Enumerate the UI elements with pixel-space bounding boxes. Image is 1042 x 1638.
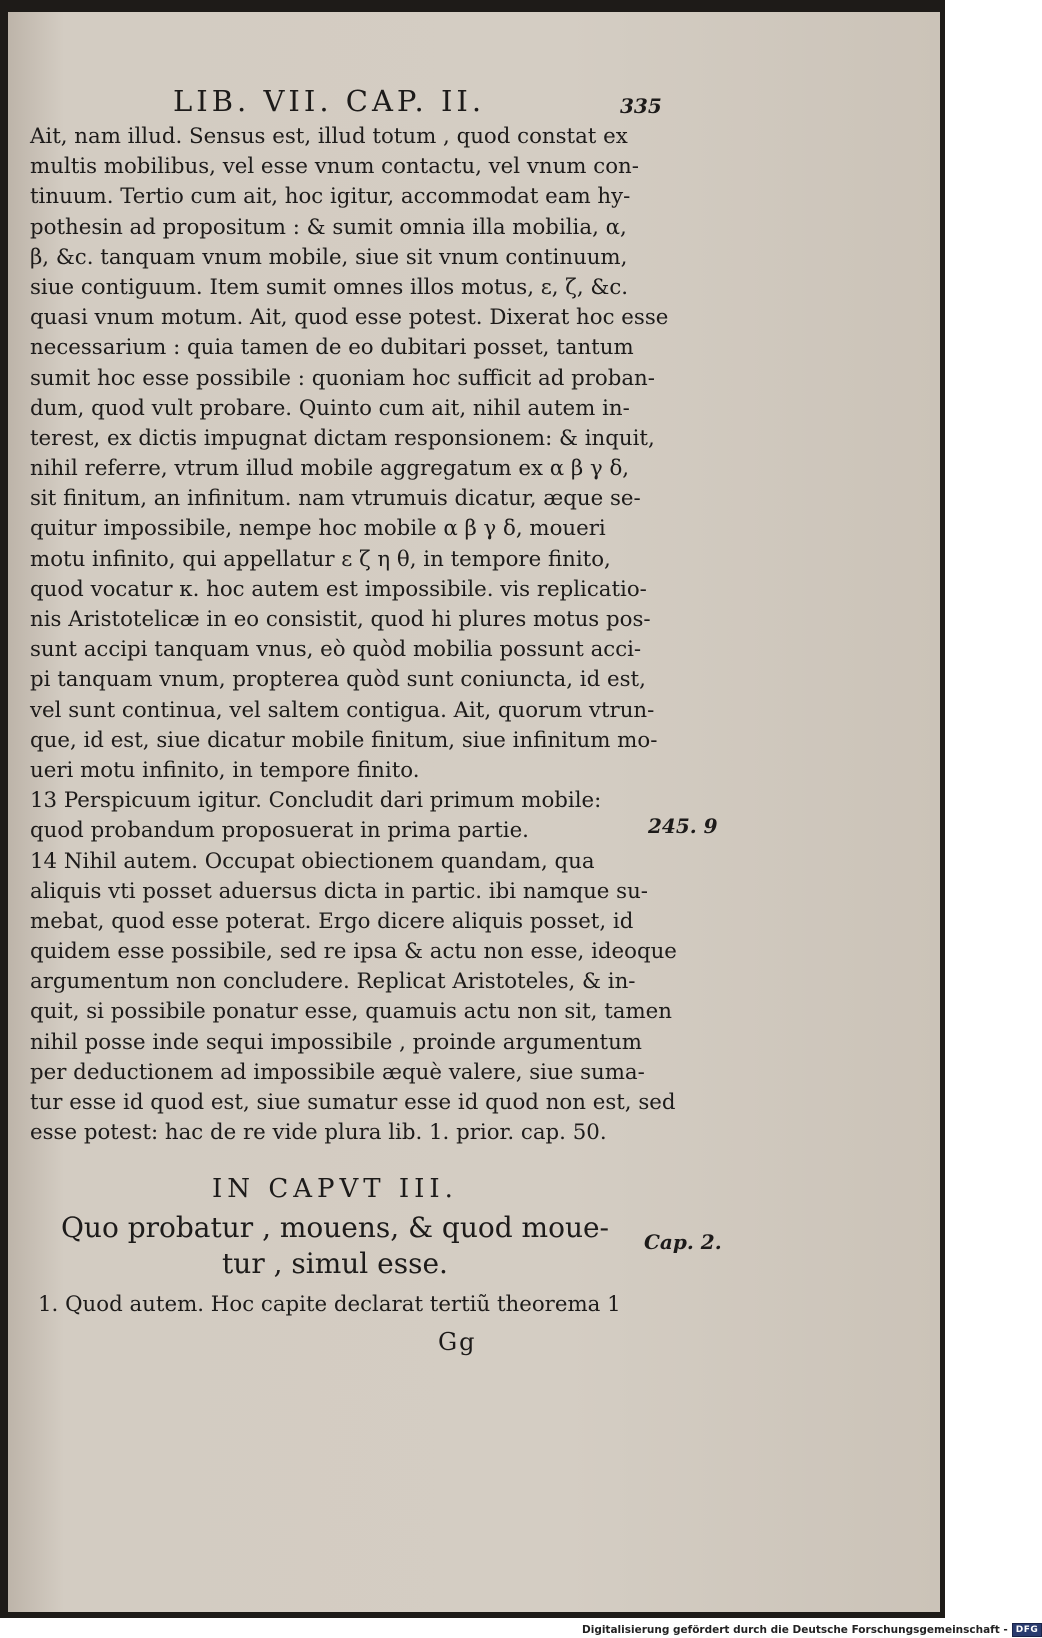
text-line: sumit hoc esse possibile : quoniam hoc sufficit ad proban- [30,365,655,391]
book-page [8,12,940,1612]
text-line: esse potest: hac de re vide plura lib. 1. prior. cap. 50. [30,1120,607,1146]
chapter-subtitle [30,1210,640,1282]
text-line: necessarium : quia tamen de eo dubitari posset, tantum [30,335,634,361]
text-line: vel sunt continua, vel saltem contigua. Ait, quorum vtrun- [30,697,655,723]
footer-text: Digitalisierung gefördert durch die Deutsche Forschungsgemeinschaft - [582,1623,1008,1636]
folio-number: 335 [620,94,662,118]
text-line: tur esse id quod est, siue sumatur esse id quod non est, sed [30,1090,676,1115]
text-line: multis mobilibus, vel esse vnum contactu, vel vnum con- [30,154,639,180]
text-line: quod vocatur κ. hoc autem est impossibile. vis replicatio- [30,576,647,602]
chapter-title: IN CAPVT III. [212,1174,458,1204]
text-line: sunt accipi tanquam vnus, eò quòd mobilia possunt acci- [30,637,642,663]
margin-note-ref: 245. 9 [648,814,718,838]
margin-note-cap: Cap. 2. [644,1230,722,1254]
text-line: Ait, nam illud. Sensus est, illud totum , quod constat ex [30,124,628,149]
chapter-subtitle-line-1: Quo probatur , mouens, & quod moue- [60,1211,610,1244]
text-line: quit, si possibile ponatur esse, quamuis actu non sit, tamen [30,999,672,1025]
text-line: siue contiguum. Item sumit omnes illos motus, ε, ζ, &c. [30,274,629,300]
text-line: aliquis vti posset aduersus dicta in partic. ibi namque su- [30,878,649,904]
chapter-subtitle-line-2: tur , simul esse. [222,1247,448,1280]
text-line: 14 Nihil autem. Occupat obiectionem quandam, qua [30,848,595,874]
text-line: ueri motu infinito, in tempore finito. [30,757,420,783]
text-line: dum, quod vult probare. Quinto cum ait, nihil autem in- [30,395,630,421]
text-line: motu infinito, qui appellatur ε ζ η θ, in tempore finito, [30,546,611,572]
text-line: que, id est, siue dicatur mobile finitum, siue infinitum mo- [30,727,658,753]
text-line: quasi vnum motum. Ait, quod esse potest. Dixerat hoc esse [30,305,669,331]
text-line: β, &c. tanquam vnum mobile, siue sit vnum continuum, [30,244,628,270]
text-line: quod probandum proposuerat in prima partie. [30,818,529,844]
body-last-line: 1. Quod autem. Hoc capite declarat tertiũ theorema 1 [38,1292,621,1317]
text-line: pothesin ad propositum : & sumit omnia illa mobilia, α, [30,214,627,240]
digitization-footer [582,1621,1039,1638]
text-line: quidem esse possibile, sed re ipsa & actu non esse, ideoque [30,939,677,965]
text-line: pi tanquam vnum, propterea quòd sunt coniuncta, id est, [30,667,646,693]
text-line: quitur impossibile, nempe hoc mobile α β γ δ, moueri [30,516,606,542]
text-line: nihil referre, vtrum illud mobile aggregatum ex α β γ δ, [30,456,630,482]
text-line: terest, ex dictis impugnat dictam responsionem: & inquit, [30,425,655,451]
dfg-logo: DFG [1012,1623,1042,1637]
running-title: LIB. VII. CAP. II. [173,84,486,118]
text-line: 13 Perspicuum igitur. Concludit dari primum mobile: [30,788,602,814]
text-line: sit finitum, an infinitum. nam vtrumuis dicatur, æque se- [30,486,641,512]
text-line: nihil posse inde sequi impossibile , proinde argumentum [30,1029,642,1055]
text-line: argumentum non concludere. Replicat Aristoteles, & in- [30,969,636,995]
text-line: per deductionem ad impossibile æquè valere, siue suma- [30,1059,645,1085]
body-text [30,122,677,1148]
text-line: tinuum. Tertio cum ait, hoc igitur, accommodat eam hy- [30,184,631,210]
text-line: nis Aristotelicæ in eo consistit, quod hi plures motus pos- [30,607,651,632]
signature-mark: Gg [438,1328,477,1356]
text-line: mebat, quod esse poterat. Ergo dicere aliquis posset, id [30,908,634,934]
